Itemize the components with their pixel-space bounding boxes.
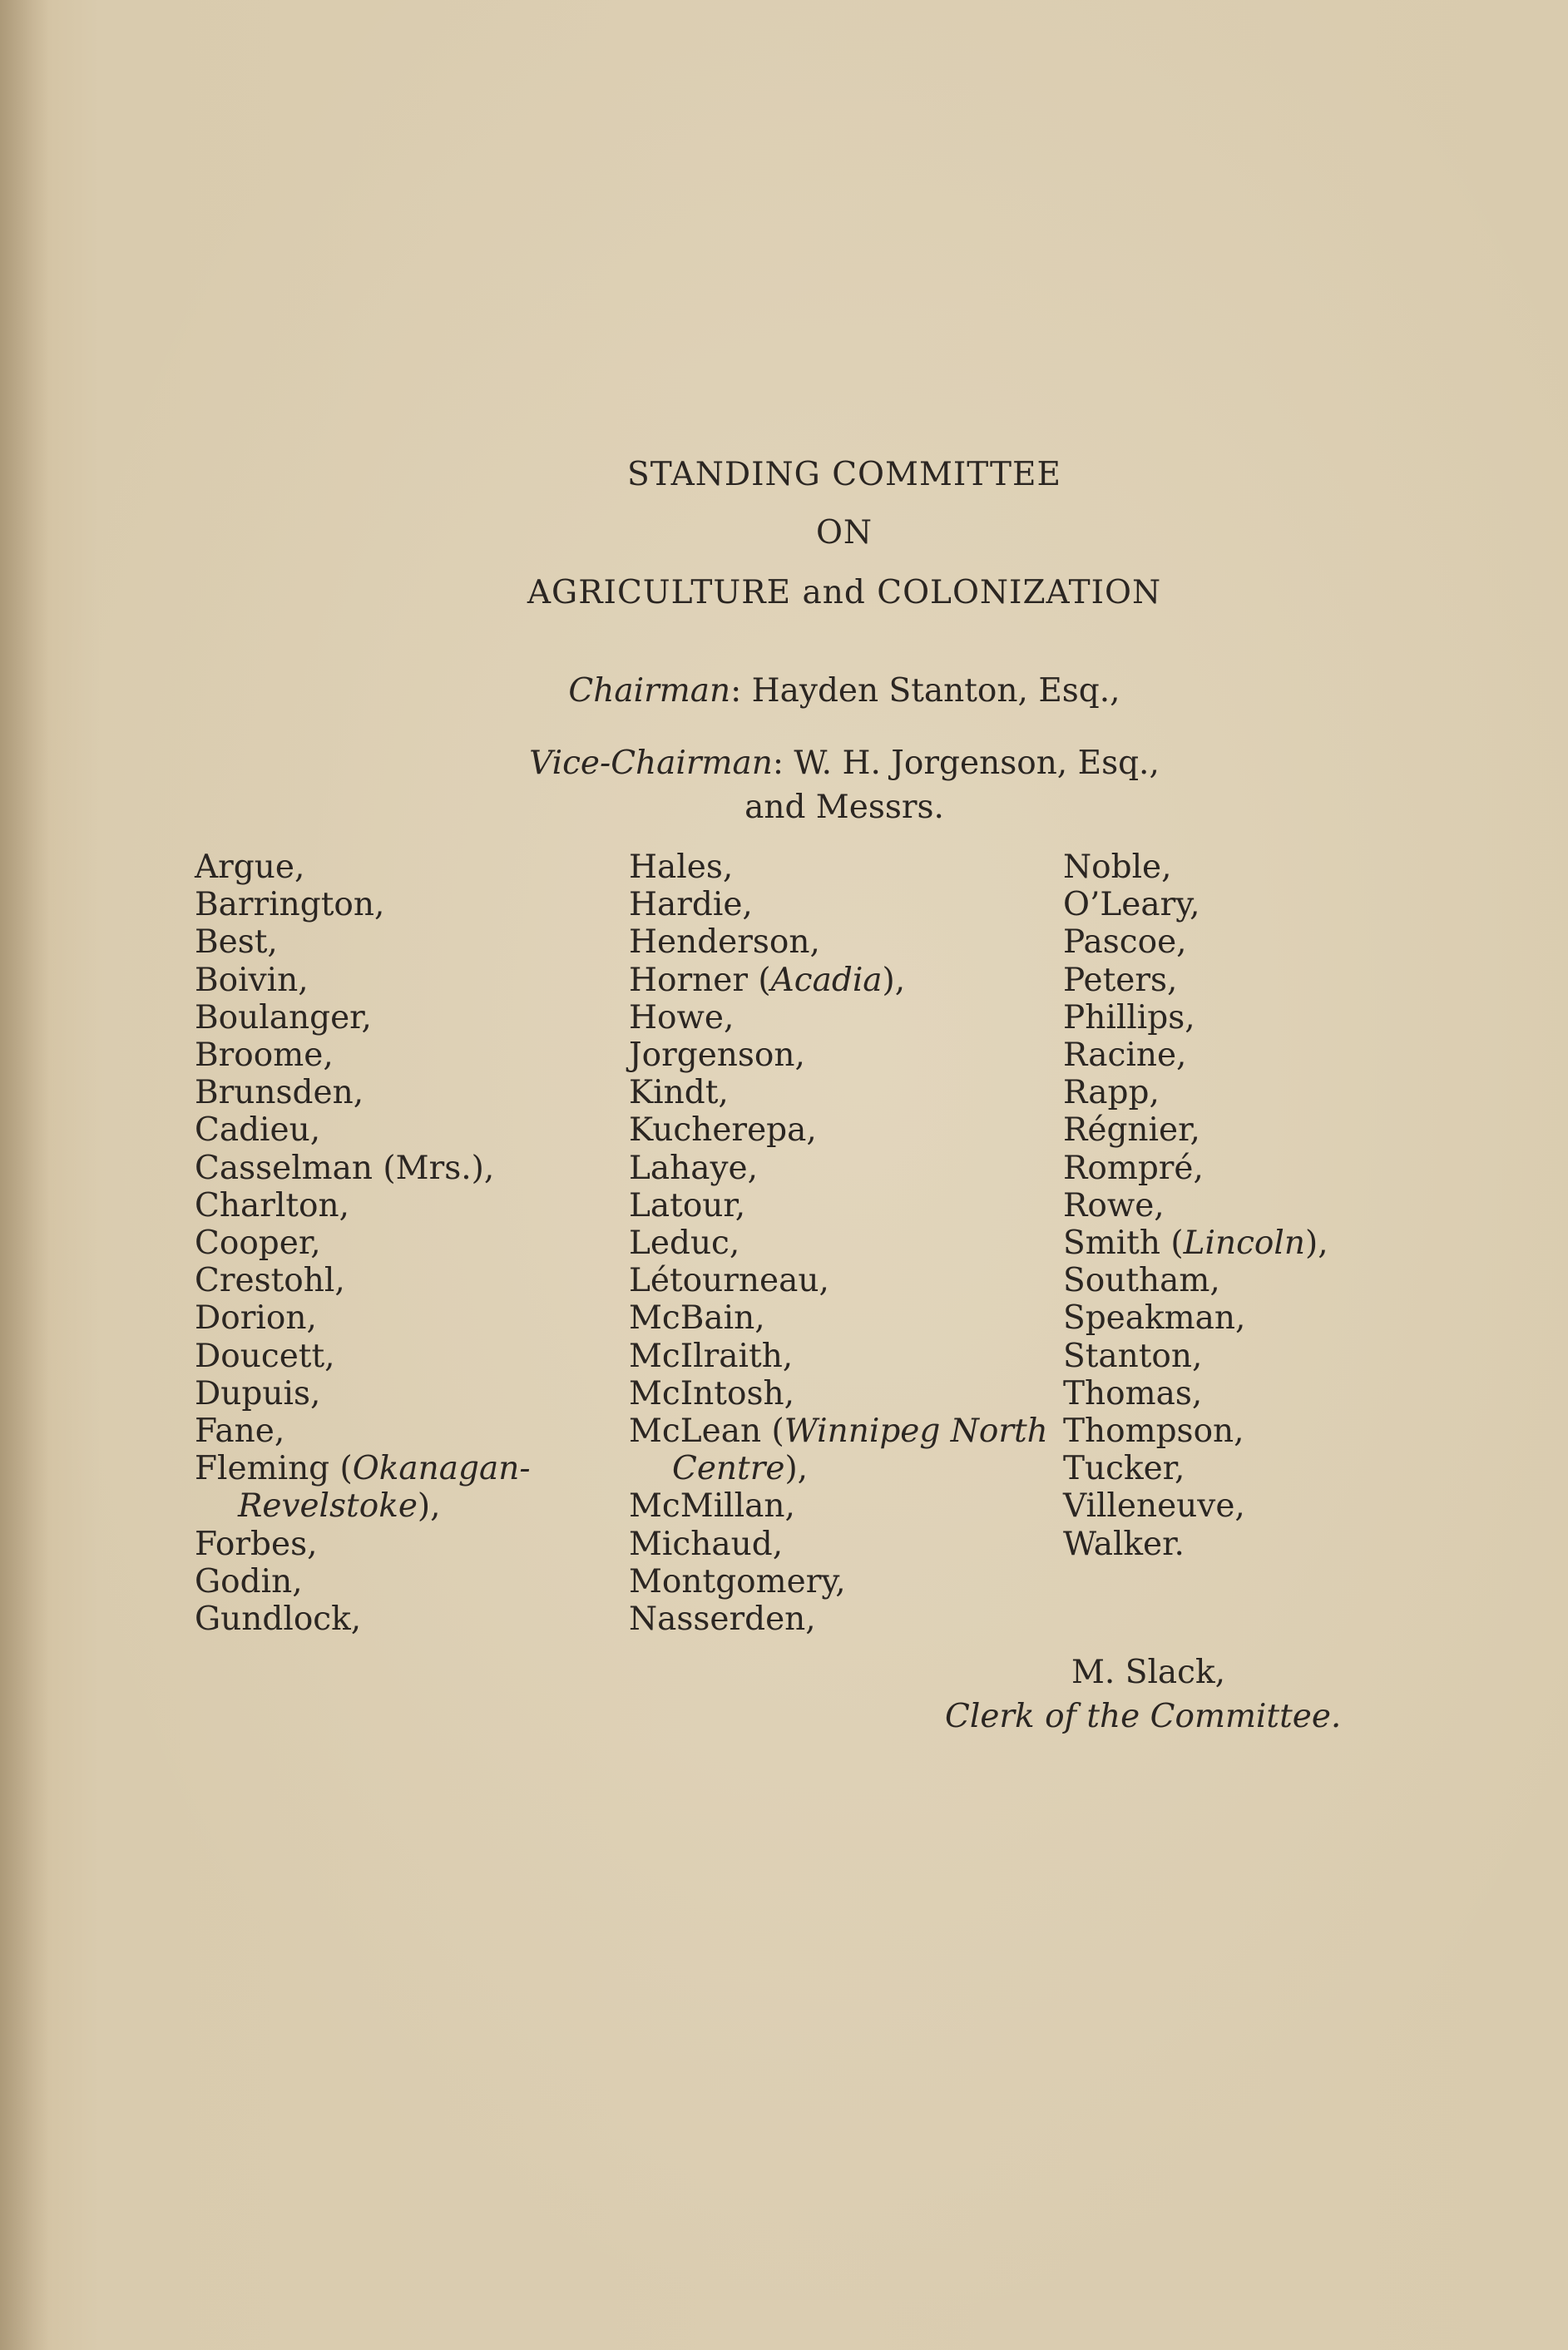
member-name: Southam, <box>1063 1262 1220 1300</box>
member-name: Kucherepa, <box>629 1111 817 1150</box>
riding-name: Okanagan- <box>352 1450 531 1488</box>
member-name: Rompré, <box>1063 1149 1204 1187</box>
chairman-role: Chairman <box>568 672 731 710</box>
member-name: Thomas, <box>1063 1374 1203 1412</box>
member-name: Tucker, <box>1063 1450 1185 1488</box>
member-name: Leduc, <box>629 1224 740 1263</box>
member-name: Forbes, <box>195 1525 318 1563</box>
member-name: Boivin, <box>195 961 309 999</box>
member-name: Racine, <box>1063 1036 1187 1075</box>
member-name: Cadieu, <box>195 1111 321 1150</box>
member-name: Régnier, <box>1063 1111 1200 1150</box>
member-name: Walker. <box>1063 1525 1185 1563</box>
riding-name: Winnipeg North <box>784 1412 1048 1451</box>
member-name: Phillips, <box>1063 998 1195 1036</box>
member-name: Pascoe, <box>1063 923 1187 962</box>
member-name: Rowe, <box>1063 1186 1165 1224</box>
page-spine-shadow <box>0 0 50 2350</box>
member-name: Michaud, <box>629 1525 784 1563</box>
member-name: McMillan, <box>629 1487 795 1526</box>
member-name: Cooper, <box>195 1224 321 1263</box>
member-name: Henderson, <box>629 923 820 962</box>
member-name: McIntosh, <box>629 1374 794 1412</box>
member-name <box>195 1450 531 1487</box>
clerk-signature-block <box>945 1654 1342 1735</box>
riding-name: Revelstoke <box>238 1487 418 1526</box>
member-name: Nasserden, <box>629 1600 816 1639</box>
members-column-2 <box>629 848 1048 1638</box>
member-name: Howe, <box>629 998 735 1036</box>
clerk-name: M. Slack, <box>1071 1654 1226 1691</box>
member-name <box>1063 1224 1328 1262</box>
committee-title-line-3: AGRICULTURE and COLONIZATION <box>527 574 1162 611</box>
member-name: Villeneuve, <box>1063 1487 1245 1526</box>
member-name: Boulanger, <box>195 998 372 1036</box>
vice-chairman-role: Vice-Chairman <box>529 745 773 782</box>
chairman-line <box>0 672 1568 710</box>
member-name: Létourneau, <box>629 1262 829 1300</box>
member-surname: Fleming ( <box>195 1450 353 1488</box>
member-name: Casselman (Mrs.), <box>195 1149 495 1187</box>
member-name: Hales, <box>629 848 734 886</box>
riding-name: Lincoln <box>1183 1224 1305 1263</box>
closing-punctuation: ), <box>882 961 906 999</box>
member-surname: McLean ( <box>629 1412 784 1451</box>
closing-punctuation: ), <box>784 1450 809 1488</box>
member-name: Montgomery, <box>629 1562 846 1600</box>
member-name: Broome, <box>195 1036 334 1075</box>
member-name: Latour, <box>629 1186 746 1224</box>
members-column-1 <box>195 848 531 1638</box>
member-name: Speakman, <box>1063 1299 1246 1338</box>
member-name: McBain, <box>629 1299 765 1338</box>
member-name: Best, <box>195 923 278 962</box>
committee-title-line-1: STANDING COMMITTEE <box>626 456 1061 493</box>
and-messrs-line: and Messrs. <box>744 789 944 826</box>
member-name: Charlton, <box>195 1186 349 1224</box>
members-column-3 <box>1063 848 1328 1563</box>
member-surname: Smith ( <box>1063 1224 1184 1263</box>
member-name: Brunsden, <box>195 1074 364 1112</box>
clerk-title: Clerk of the Committee. <box>945 1698 1342 1735</box>
member-name: Dorion, <box>195 1299 317 1338</box>
member-name: Crestohl, <box>195 1262 345 1300</box>
member-name: Stanton, <box>1063 1337 1203 1375</box>
vice-chairman-line <box>0 745 1568 782</box>
member-name: McIlraith, <box>629 1337 794 1375</box>
committee-title-line-2: ON <box>815 514 873 552</box>
riding-name: Centre <box>672 1450 785 1488</box>
member-name <box>629 1412 1048 1450</box>
member-surname: Horner ( <box>629 961 771 999</box>
chairman-name: : Hayden Stanton, Esq., <box>730 672 1120 710</box>
member-name: Rapp, <box>1063 1074 1160 1112</box>
member-name: Doucett, <box>195 1337 335 1375</box>
riding-name: Acadia <box>770 961 883 999</box>
member-name: Jorgenson, <box>629 1036 805 1075</box>
member-name: Argue, <box>195 848 305 886</box>
member-name: Dupuis, <box>195 1374 321 1412</box>
member-name: O’Leary, <box>1063 886 1200 924</box>
member-name: Gundlock, <box>195 1600 362 1639</box>
member-name-continued <box>629 1450 1048 1487</box>
member-name <box>629 962 1048 999</box>
member-name: Thompson, <box>1063 1412 1244 1451</box>
member-name: Peters, <box>1063 961 1178 999</box>
member-name: Noble, <box>1063 848 1172 886</box>
member-name: Barrington, <box>195 886 385 924</box>
member-name-continued <box>195 1487 531 1525</box>
closing-punctuation: ), <box>1304 1224 1328 1263</box>
vice-chairman-name: : W. H. Jorgenson, Esq., <box>772 745 1160 782</box>
member-name: Kindt, <box>629 1074 729 1112</box>
closing-punctuation: ), <box>417 1487 441 1526</box>
member-name: Hardie, <box>629 886 753 924</box>
member-name: Godin, <box>195 1562 303 1600</box>
member-name: Lahaye, <box>629 1149 759 1187</box>
member-name: Fane, <box>195 1412 285 1451</box>
